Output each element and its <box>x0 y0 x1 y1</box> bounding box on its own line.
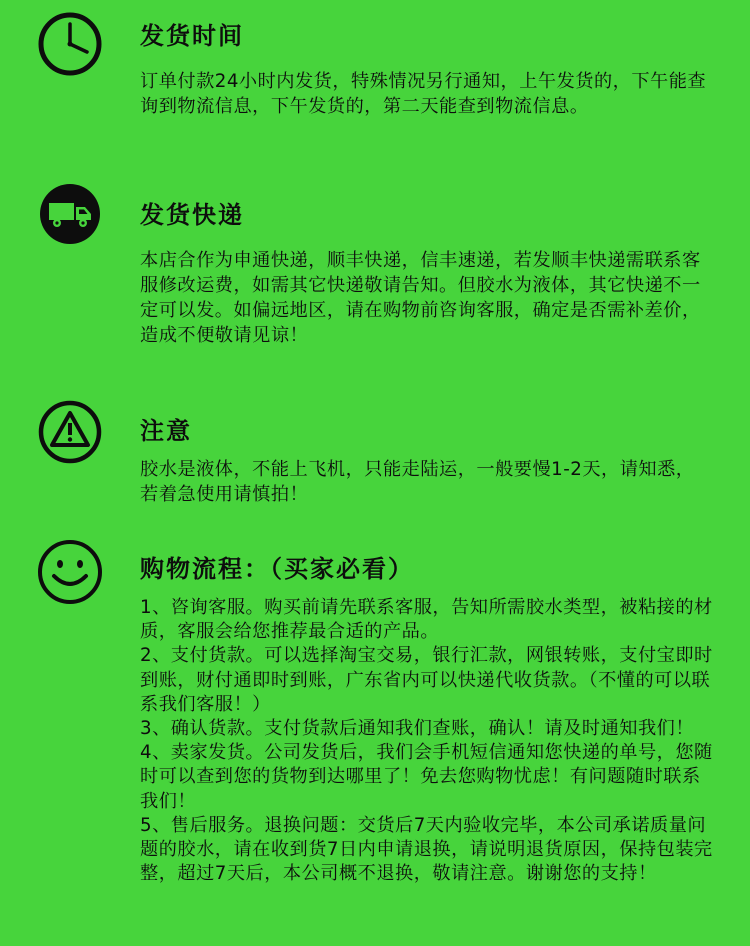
courier-text <box>140 248 712 348</box>
process-step-4: 4、卖家发货。公司发货后，我们会手机短信通知您快递的单号，您随时可以查到您的货物到达哪里了！免去您购物忧虑！有问题随时联系我们！ <box>140 742 713 812</box>
process-step-2: 2、支付货款。可以选择淘宝交易，银行汇款，网银转账，支付宝即时到账，财付通即时到账，广东省内可以快递代收货款。（不懂的可以联系我们客服！） <box>140 645 713 715</box>
process-steps <box>140 596 715 886</box>
shipping-time-body: 订单付款24小时内发货，特殊情况另行通知，上午发货的，下午能查询到物流信息，下午发货的，第二天能查到物流信息。 <box>140 71 707 117</box>
process-step-3: 3、确认货款。支付货款后通知我们查账，确认！请及时通知我们！ <box>140 718 695 740</box>
clock-icon <box>36 10 104 78</box>
notice-text <box>140 457 712 507</box>
notice-title: 注意 <box>140 417 192 445</box>
smiley-icon <box>36 538 104 606</box>
process-title: 购物流程：（买家必看） <box>140 555 414 583</box>
notice-body: 胶水是液体，不能上飞机，只能走陆运，一般要慢1-2天，请知悉，若着急使用请慎拍！ <box>140 459 695 505</box>
process-step-1: 1、咨询客服。购买前请先联系客服，告知所需胶水类型，被粘接的材质，客服会给您推荐最合适的产品。 <box>140 597 713 643</box>
shipping-time-text <box>140 69 712 119</box>
truck-icon <box>36 180 104 248</box>
courier-body: 本店合作为申通快递，顺丰快递，信丰速递，若发顺丰快递需联系客服修改运费，如需其它快递敬请告知。但胶水为液体，其它快递不一定可以发。如偏远地区，请在购物前咨询客服，确定是否需补差价，造成不便敬请见谅！ <box>140 250 701 346</box>
warning-icon <box>36 398 104 466</box>
courier-title: 发货快递 <box>140 201 244 229</box>
process-step-5: 5、售后服务。退换问题：交货后7天内验收完毕，本公司承诺质量问题的胶水，请在收到货7日内申请退换，请说明退货原因，保持包装完整，超过7天后，本公司概不退换，敬请注意。谢谢您的支持！ <box>140 814 713 885</box>
shipping-time-title: 发货时间 <box>140 22 244 50</box>
